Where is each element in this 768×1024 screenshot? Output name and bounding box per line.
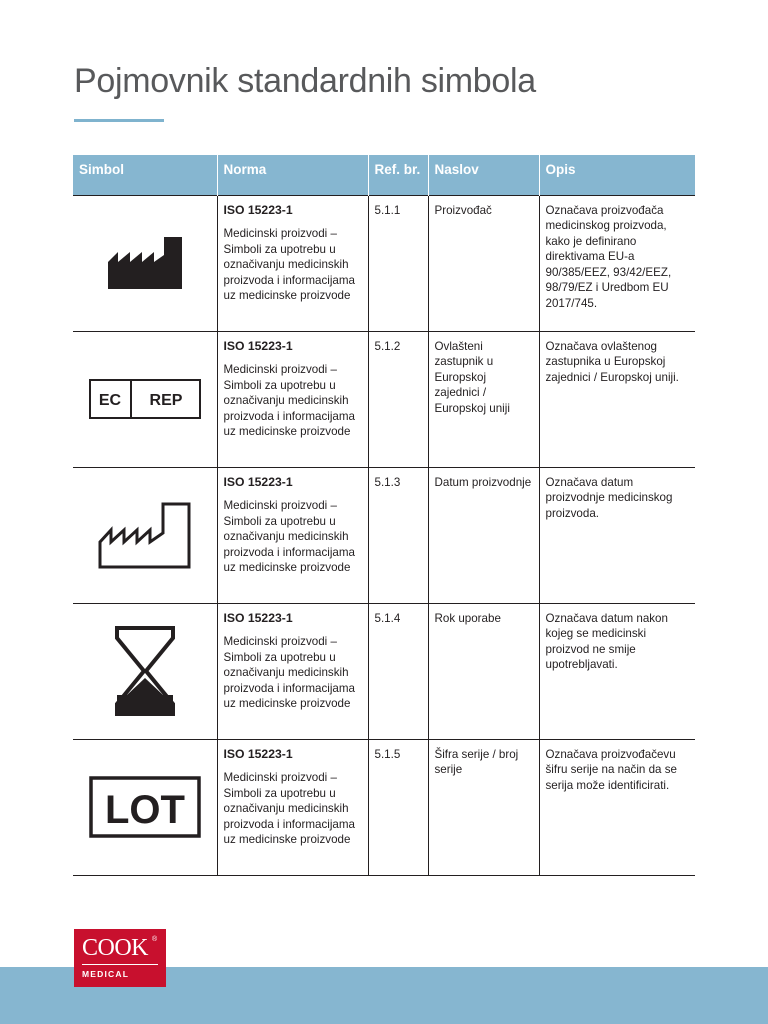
standard-description: Medicinski proizvodi – Simboli za upotrebu u označivanju medicinskih proizvoda i informacijama uz medicinske proizvode <box>223 771 355 846</box>
date-of-manufacture-icon <box>97 500 193 570</box>
standard-code: ISO 15223-1 <box>223 746 293 761</box>
description-cell: Označava datum proizvodnje medicinskog proizvoda. <box>539 467 695 603</box>
ec-text: EC <box>98 392 121 409</box>
table-row <box>73 603 695 739</box>
ec-rep-icon <box>89 379 201 419</box>
ref-cell: 5.1.3 <box>368 467 428 603</box>
lot-icon <box>89 776 201 838</box>
ref-cell: 5.1.2 <box>368 331 428 467</box>
header-ref: Ref. br. <box>368 155 428 195</box>
logo-divider <box>82 964 158 965</box>
standard-cell <box>217 467 368 603</box>
symbol-cell <box>73 331 217 467</box>
standard-code: ISO 15223-1 <box>223 610 293 625</box>
title-underline <box>74 119 164 122</box>
hourglass-icon <box>113 625 177 717</box>
cook-medical-logo <box>74 929 166 987</box>
manufacturer-icon <box>107 236 183 290</box>
symbol-cell <box>73 195 217 331</box>
standard-description: Medicinski proizvodi – Simboli za upotrebu u označivanju medicinskih proizvoda i informacijama uz medicinske proizvode <box>223 363 355 438</box>
description-cell: Označava proizvođačevu šifru serije na način da se serija može identificirati. <box>539 739 695 875</box>
ref-cell: 5.1.1 <box>368 195 428 331</box>
symbols-table <box>73 155 695 876</box>
standard-code: ISO 15223-1 <box>223 474 293 489</box>
header-description: Opis <box>539 155 695 195</box>
table-header-row <box>73 155 695 195</box>
table-row <box>73 739 695 875</box>
title-cell: Šifra serije / broj serije <box>428 739 539 875</box>
standard-code: ISO 15223-1 <box>223 202 293 217</box>
symbol-cell <box>73 467 217 603</box>
description-cell: Označava datum nakon kojeg se medicinski proizvod ne smije upotrebljavati. <box>539 603 695 739</box>
logo-registered-mark: ® <box>152 936 158 943</box>
standard-code: ISO 15223-1 <box>223 338 293 353</box>
description-cell: Označava ovlaštenog zastupnika u Europskoj zajednici / Europskoj uniji. <box>539 331 695 467</box>
standard-cell <box>217 603 368 739</box>
symbol-cell <box>73 603 217 739</box>
title-cell: Ovlašteni zastupnik u Europskoj zajednici / Europskoj uniji <box>428 331 539 467</box>
ref-cell: 5.1.5 <box>368 739 428 875</box>
description-cell: Označava proizvođača medicinskog proizvoda, kako je definirano direktivama EU-a 90/385/EEZ, 93/42/EEZ, 98/79/EZ i Uredbom EU 2017/745. <box>539 195 695 331</box>
title-cell: Datum proizvodnje <box>428 467 539 603</box>
standard-description: Medicinski proizvodi – Simboli za upotrebu u označivanju medicinskih proizvoda i informacijama uz medicinske proizvode <box>223 635 355 710</box>
page-title: Pojmovnik standardnih simbola <box>74 62 536 100</box>
standard-cell <box>217 195 368 331</box>
ref-cell: 5.1.4 <box>368 603 428 739</box>
table-row <box>73 331 695 467</box>
standard-cell <box>217 331 368 467</box>
standard-description: Medicinski proizvodi – Simboli za upotrebu u označivanju medicinskih proizvoda i informacijama uz medicinske proizvode <box>223 499 355 574</box>
header-standard: Norma <box>217 155 368 195</box>
header-symbol: Simbol <box>73 155 217 195</box>
title-cell: Rok uporabe <box>428 603 539 739</box>
standard-description: Medicinski proizvodi – Simboli za upotrebu u označivanju medicinskih proizvoda i informacijama uz medicinske proizvode <box>223 227 355 302</box>
lot-text: LOT <box>104 788 185 832</box>
standard-cell <box>217 739 368 875</box>
logo-wordmark: COOK <box>82 935 149 961</box>
logo-subtitle: MEDICAL <box>82 969 130 979</box>
header-title: Naslov <box>428 155 539 195</box>
title-cell: Proizvođač <box>428 195 539 331</box>
rep-text: REP <box>149 392 183 409</box>
table-row <box>73 195 695 331</box>
symbol-cell <box>73 739 217 875</box>
table-row <box>73 467 695 603</box>
